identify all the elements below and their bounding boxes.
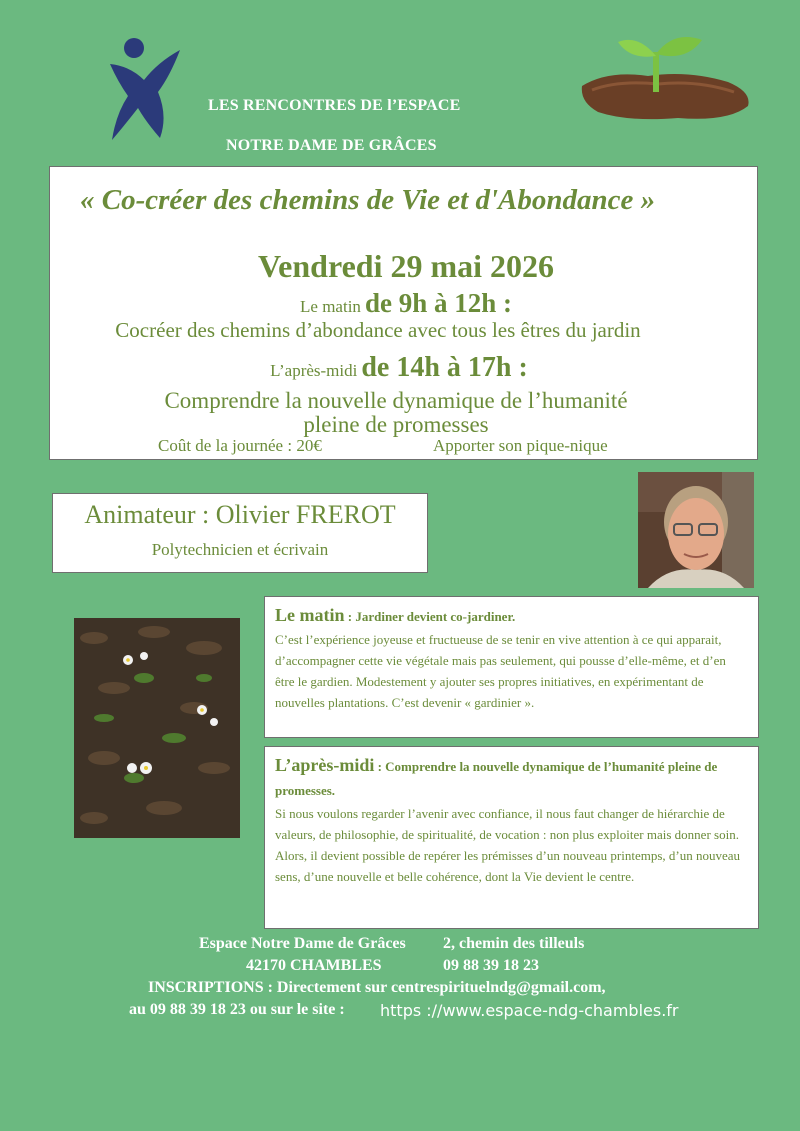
afternoon-subheading: : Comprendre la nouvelle dynamique de l’humanité pleine de promesses.: [275, 759, 718, 798]
afternoon-details-text-2: Alors, il devient possible de repérer les prémisses d’un nouveau printemps, d’un nouveau sens, d’une nouvelle et belle cohérence, dont la Vie devient le centre.: [275, 848, 740, 884]
footer-venue: Espace Notre Dame de Grâces: [199, 935, 406, 952]
afternoon-schedule: [0, 352, 798, 384]
footer-inscriptions[interactable]: INSCRIPTIONS : Directement sur centrespirituelndg@gmail.com,: [148, 979, 606, 996]
afternoon-heading: L’après-midi: [275, 755, 375, 775]
morning-time: de 9h à 12h :: [364, 288, 512, 318]
morning-details-text: C’est l’expérience joyeuse et fructueuse de se tenir en vive attention à ce qui apparait, d’accompagner cette vie végétale mais pas seulement, qui pousse d’elle-même, et d’en être le gardien. Modestement y ajouter ses propres initiatives, en expérimentant de nouvelles plantations. C’est devenir « gardinier ».: [275, 632, 726, 710]
animator-role: Polytechnicien et écrivain: [151, 540, 329, 559]
event-date: Vendredi 29 mai 2026: [257, 248, 555, 284]
footer-website-link[interactable]: https ://www.espace-ndg-chambles.fr: [380, 1001, 679, 1020]
afternoon-description-line2: pleine de promesses: [303, 412, 489, 437]
picnic-note: Apporter son pique-nique: [433, 436, 608, 455]
afternoon-prefix: L’après-midi: [270, 361, 358, 380]
person-star-icon: [100, 36, 188, 146]
animator-portrait: [638, 472, 754, 588]
morning-subheading: : Jardiner devient co-jardiner.: [344, 609, 516, 624]
footer-phone-line: au 09 88 39 18 23 ou sur le site :: [129, 1001, 345, 1018]
morning-schedule: [0, 288, 800, 319]
event-cost: Coût de la journée : 20€: [158, 436, 322, 455]
morning-details-heading: [275, 603, 748, 629]
morning-description: Cocréer des chemins d’abondance avec tous les êtres du jardin: [115, 318, 641, 342]
morning-prefix: Le matin: [300, 297, 361, 316]
animator-name: Animateur : Olivier FREROT: [84, 500, 396, 529]
afternoon-time: de 14h à 17h :: [361, 352, 528, 383]
header-line-2: NOTRE DAME DE GRÂCES: [226, 137, 437, 154]
footer-address: 2, chemin des tilleuls: [443, 935, 585, 952]
morning-heading: Le matin: [275, 605, 345, 625]
event-title: « Co-créer des chemins de Vie et d'Abondance »: [80, 184, 656, 216]
sprout-icon: [578, 30, 754, 126]
morning-details-box: [264, 596, 759, 738]
garden-photo: [74, 618, 240, 838]
footer-city: 42170 CHAMBLES: [246, 957, 382, 974]
afternoon-description-line1: Comprendre la nouvelle dynamique de l’humanité: [164, 388, 628, 413]
afternoon-details-text-1: Si nous voulons regarder l’avenir avec confiance, il nous faut changer de hiérarchie de valeurs, de philosophie, de spiritualité, de vocation : non plus exploiter mais donner soin.: [275, 806, 739, 842]
afternoon-details-heading: [275, 753, 748, 803]
footer-phone: 09 88 39 18 23: [443, 957, 539, 974]
header-line-1: LES RENCONTRES DE l’ESPACE: [208, 97, 461, 114]
afternoon-details-box: [264, 746, 759, 929]
